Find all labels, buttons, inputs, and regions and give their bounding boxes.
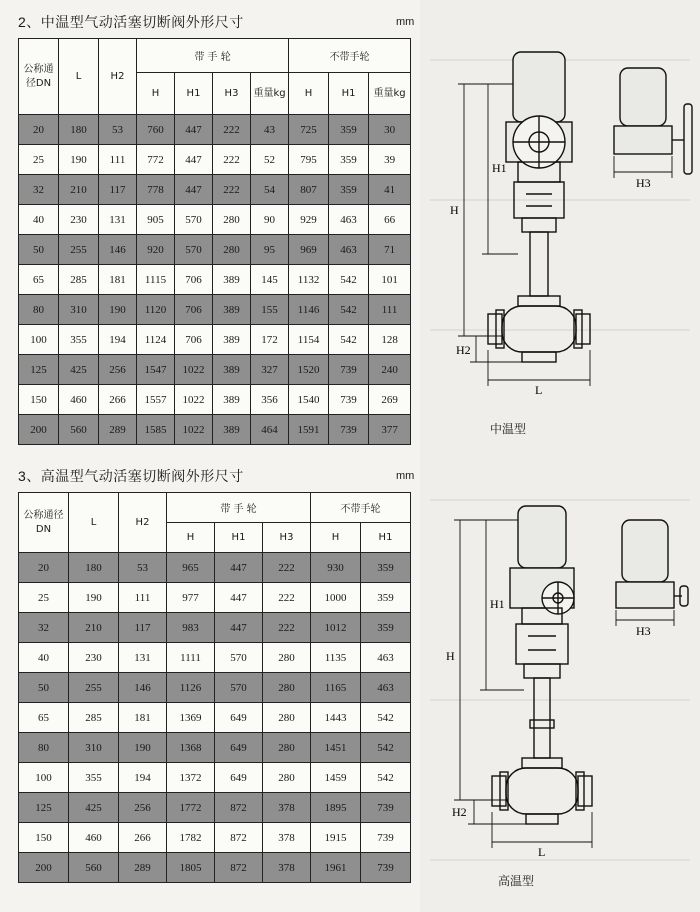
table-row: [19, 613, 411, 643]
table-cell: 327: [251, 355, 289, 385]
table-cell: 145: [251, 265, 289, 295]
table-cell: 194: [119, 763, 167, 793]
header-H1-no-wheel: H1: [361, 523, 411, 553]
table-cell: 425: [59, 355, 99, 385]
table-cell: 359: [329, 145, 369, 175]
table-cell: 1915: [311, 823, 361, 853]
table-cell: 111: [99, 145, 137, 175]
table-cell: 542: [329, 295, 369, 325]
table-cell: 1451: [311, 733, 361, 763]
table-cell: 100: [19, 763, 69, 793]
table-cell: 222: [213, 115, 251, 145]
header-L: L: [69, 493, 119, 553]
table-cell: 280: [213, 205, 251, 235]
table-cell: 965: [167, 553, 215, 583]
table-cell: 285: [59, 265, 99, 295]
table-cell: 706: [175, 295, 213, 325]
table-cell: 570: [175, 235, 213, 265]
table-cell: 649: [215, 733, 263, 763]
header-H1-no-wheel: H1: [329, 73, 369, 115]
table-cell: 1547: [137, 355, 175, 385]
table-cell: 739: [329, 355, 369, 385]
table-cell: 447: [175, 115, 213, 145]
table-cell: 760: [137, 115, 175, 145]
high-unit: mm: [396, 470, 415, 482]
table-cell: 570: [215, 673, 263, 703]
table-cell: 190: [69, 583, 119, 613]
table-cell: 41: [369, 175, 411, 205]
table-cell: 256: [119, 793, 167, 823]
table-cell: 1132: [289, 265, 329, 295]
table-cell: 181: [99, 265, 137, 295]
medium-dim-H: H: [450, 203, 459, 217]
table-cell: 230: [69, 643, 119, 673]
table-cell: 1772: [167, 793, 215, 823]
table-cell: 725: [289, 115, 329, 145]
table-row: [19, 115, 411, 145]
header-dn: 公称通径DN: [19, 493, 69, 553]
table-row: [19, 853, 411, 883]
table-cell: 289: [99, 415, 137, 445]
table-cell: 389: [213, 415, 251, 445]
table-row: [19, 703, 411, 733]
table-cell: 100: [19, 325, 59, 355]
table-cell: 1022: [175, 355, 213, 385]
table-cell: 1124: [137, 325, 175, 355]
table-cell: 285: [69, 703, 119, 733]
table-cell: 542: [361, 733, 411, 763]
table-cell: 1111: [167, 643, 215, 673]
header-H-no-wheel: H: [311, 523, 361, 553]
header-H: H: [167, 523, 215, 553]
table-cell: 131: [119, 643, 167, 673]
medium-dim-H1: H1: [492, 161, 507, 175]
table-cell: 200: [19, 415, 59, 445]
table-cell: 378: [263, 793, 311, 823]
header-weight-no-wheel: 重量kg: [369, 73, 411, 115]
table-cell: 280: [263, 673, 311, 703]
table-cell: 359: [361, 553, 411, 583]
medium-dim-H3: H3: [636, 176, 651, 190]
table-cell: 447: [215, 583, 263, 613]
table-cell: 542: [329, 325, 369, 355]
table-cell: 180: [69, 553, 119, 583]
table-cell: 266: [119, 823, 167, 853]
table-cell: 1459: [311, 763, 361, 793]
table-cell: 20: [19, 115, 59, 145]
table-cell: 230: [59, 205, 99, 235]
table-cell: 378: [263, 853, 311, 883]
table-cell: 739: [361, 853, 411, 883]
table-cell: 256: [99, 355, 137, 385]
table-cell: 872: [215, 793, 263, 823]
table-cell: 570: [215, 643, 263, 673]
table-row: [19, 295, 411, 325]
table-cell: 1557: [137, 385, 175, 415]
table-cell: 1782: [167, 823, 215, 853]
medium-valve-drawing: [418, 44, 700, 444]
table-cell: 25: [19, 145, 59, 175]
table-row: [19, 643, 411, 673]
header-H2: H2: [99, 39, 137, 115]
table-cell: 739: [329, 415, 369, 445]
table-cell: 40: [19, 205, 59, 235]
table-cell: 240: [369, 355, 411, 385]
table-cell: 355: [59, 325, 99, 355]
medium-dim-L: L: [535, 383, 543, 397]
table-cell: 930: [311, 553, 361, 583]
table-cell: 977: [167, 583, 215, 613]
high-section-title: 3、高温型气动活塞切断阀外形尺寸: [18, 468, 244, 484]
table-cell: 1115: [137, 265, 175, 295]
table-row: [19, 763, 411, 793]
table-cell: 39: [369, 145, 411, 175]
table-cell: 905: [137, 205, 175, 235]
table-cell: 807: [289, 175, 329, 205]
high-dim-H2: H2: [452, 805, 467, 819]
table-cell: 54: [251, 175, 289, 205]
table-cell: 1961: [311, 853, 361, 883]
header-without-wheel: 不带手轮: [311, 493, 411, 523]
table-cell: 1368: [167, 733, 215, 763]
table-row: [19, 325, 411, 355]
table-cell: 40: [19, 643, 69, 673]
table-cell: 920: [137, 235, 175, 265]
table-cell: 463: [361, 643, 411, 673]
table-cell: 255: [59, 235, 99, 265]
table-row: [19, 265, 411, 295]
table-cell: 65: [19, 265, 59, 295]
table-cell: 359: [329, 175, 369, 205]
header-H1: H1: [175, 73, 213, 115]
header-H-no-wheel: H: [289, 73, 329, 115]
table-cell: 90: [251, 205, 289, 235]
header-dn: 公称通径DN: [19, 39, 59, 115]
header-H1: H1: [215, 523, 263, 553]
table-row: [19, 235, 411, 265]
table-cell: 111: [369, 295, 411, 325]
table-cell: 128: [369, 325, 411, 355]
table-cell: 649: [215, 703, 263, 733]
table-row: [19, 175, 411, 205]
table-cell: 389: [213, 325, 251, 355]
table-cell: 356: [251, 385, 289, 415]
high-dim-H3: H3: [636, 624, 651, 638]
table-cell: 269: [369, 385, 411, 415]
table-cell: 190: [119, 733, 167, 763]
table-cell: 359: [361, 583, 411, 613]
table-cell: 872: [215, 823, 263, 853]
table-cell: 359: [361, 613, 411, 643]
table-row: [19, 145, 411, 175]
table-cell: 983: [167, 613, 215, 643]
table-cell: 194: [99, 325, 137, 355]
table-cell: 778: [137, 175, 175, 205]
table-cell: 280: [263, 703, 311, 733]
table-cell: 463: [329, 205, 369, 235]
table-cell: 378: [263, 823, 311, 853]
table-cell: 1120: [137, 295, 175, 325]
table-cell: 464: [251, 415, 289, 445]
table-cell: 1585: [137, 415, 175, 445]
table-cell: 280: [263, 733, 311, 763]
table-cell: 969: [289, 235, 329, 265]
table-cell: 460: [59, 385, 99, 415]
table-cell: 222: [213, 145, 251, 175]
table-cell: 560: [59, 415, 99, 445]
header-L: L: [59, 39, 99, 115]
table-cell: 125: [19, 355, 59, 385]
table-cell: 32: [19, 175, 59, 205]
table-cell: 425: [69, 793, 119, 823]
table-cell: 150: [19, 385, 59, 415]
table-cell: 210: [69, 613, 119, 643]
table-cell: 1443: [311, 703, 361, 733]
table-cell: 20: [19, 553, 69, 583]
table-cell: 66: [369, 205, 411, 235]
header-weight: 重量kg: [251, 73, 289, 115]
table-cell: 117: [99, 175, 137, 205]
header-H3: H3: [213, 73, 251, 115]
table-cell: 389: [213, 385, 251, 415]
high-table-body: [19, 553, 411, 883]
table-cell: 929: [289, 205, 329, 235]
medium-table-body: [19, 115, 411, 445]
table-cell: 447: [215, 613, 263, 643]
table-cell: 1895: [311, 793, 361, 823]
table-cell: 280: [263, 763, 311, 793]
table-cell: 389: [213, 355, 251, 385]
table-row: [19, 205, 411, 235]
table-cell: 266: [99, 385, 137, 415]
high-dim-H: H: [446, 649, 455, 663]
table-cell: 872: [215, 853, 263, 883]
header-H: H: [137, 73, 175, 115]
table-cell: 706: [175, 325, 213, 355]
table-cell: 389: [213, 295, 251, 325]
table-cell: 222: [263, 613, 311, 643]
table-cell: 447: [175, 145, 213, 175]
table-cell: 1000: [311, 583, 361, 613]
high-dim-L: L: [538, 845, 546, 859]
table-cell: 131: [99, 205, 137, 235]
table-cell: 50: [19, 673, 69, 703]
table-cell: 222: [263, 583, 311, 613]
table-cell: 190: [59, 145, 99, 175]
high-dimension-table: [18, 492, 411, 883]
table-cell: 150: [19, 823, 69, 853]
high-valve-drawing: [418, 500, 700, 880]
table-cell: 65: [19, 703, 69, 733]
table-cell: 1372: [167, 763, 215, 793]
table-cell: 570: [175, 205, 213, 235]
table-row: [19, 793, 411, 823]
medium-section-title: 2、中温型气动活塞切断阀外形尺寸: [18, 14, 244, 30]
header-H3: H3: [263, 523, 311, 553]
table-cell: 1154: [289, 325, 329, 355]
table-cell: 463: [329, 235, 369, 265]
header-without-wheel: 不带手轮: [289, 39, 411, 73]
table-cell: 310: [59, 295, 99, 325]
table-cell: 30: [369, 115, 411, 145]
table-cell: 222: [213, 175, 251, 205]
table-cell: 146: [99, 235, 137, 265]
table-cell: 389: [213, 265, 251, 295]
table-cell: 80: [19, 733, 69, 763]
table-cell: 80: [19, 295, 59, 325]
high-dim-H1: H1: [490, 597, 505, 611]
table-cell: 355: [69, 763, 119, 793]
table-row: [19, 733, 411, 763]
table-cell: 447: [175, 175, 213, 205]
table-cell: 460: [69, 823, 119, 853]
table-cell: 795: [289, 145, 329, 175]
table-cell: 95: [251, 235, 289, 265]
table-row: [19, 415, 411, 445]
table-cell: 289: [119, 853, 167, 883]
table-cell: 447: [215, 553, 263, 583]
table-cell: 180: [59, 115, 99, 145]
table-cell: 111: [119, 583, 167, 613]
table-cell: 542: [329, 265, 369, 295]
table-cell: 1805: [167, 853, 215, 883]
table-cell: 1369: [167, 703, 215, 733]
table-cell: 739: [361, 793, 411, 823]
table-cell: 772: [137, 145, 175, 175]
header-with-wheel: 带 手 轮: [137, 39, 289, 73]
table-cell: 117: [119, 613, 167, 643]
table-cell: 222: [263, 553, 311, 583]
table-cell: 155: [251, 295, 289, 325]
table-cell: 25: [19, 583, 69, 613]
medium-diagram-caption: 中温型: [490, 422, 527, 436]
medium-dim-H2: H2: [456, 343, 471, 357]
table-row: [19, 553, 411, 583]
table-cell: 101: [369, 265, 411, 295]
table-cell: 1165: [311, 673, 361, 703]
header-with-wheel: 带 手 轮: [167, 493, 311, 523]
table-cell: 1146: [289, 295, 329, 325]
table-cell: 1520: [289, 355, 329, 385]
high-diagram-caption: 高温型: [498, 874, 535, 888]
table-cell: 1135: [311, 643, 361, 673]
table-cell: 280: [213, 235, 251, 265]
table-cell: 377: [369, 415, 411, 445]
table-cell: 52: [251, 145, 289, 175]
table-row: [19, 583, 411, 613]
header-H2: H2: [119, 493, 167, 553]
table-row: [19, 673, 411, 703]
table-cell: 310: [69, 733, 119, 763]
table-cell: 280: [263, 643, 311, 673]
table-cell: 172: [251, 325, 289, 355]
table-row: [19, 385, 411, 415]
medium-dimension-table: [18, 38, 411, 445]
table-row: [19, 355, 411, 385]
table-cell: 71: [369, 235, 411, 265]
table-cell: 359: [329, 115, 369, 145]
table-cell: 739: [329, 385, 369, 415]
table-cell: 463: [361, 673, 411, 703]
table-cell: 181: [119, 703, 167, 733]
table-cell: 53: [99, 115, 137, 145]
table-cell: 1012: [311, 613, 361, 643]
table-cell: 542: [361, 703, 411, 733]
table-cell: 53: [119, 553, 167, 583]
table-cell: 560: [69, 853, 119, 883]
table-row: [19, 823, 411, 853]
table-cell: 1022: [175, 385, 213, 415]
table-cell: 43: [251, 115, 289, 145]
table-cell: 1126: [167, 673, 215, 703]
table-cell: 200: [19, 853, 69, 883]
table-cell: 146: [119, 673, 167, 703]
table-cell: 542: [361, 763, 411, 793]
table-cell: 210: [59, 175, 99, 205]
table-cell: 706: [175, 265, 213, 295]
table-cell: 739: [361, 823, 411, 853]
medium-unit: mm: [396, 16, 415, 28]
table-cell: 190: [99, 295, 137, 325]
table-cell: 125: [19, 793, 69, 823]
table-cell: 255: [69, 673, 119, 703]
table-cell: 1591: [289, 415, 329, 445]
table-cell: 50: [19, 235, 59, 265]
table-cell: 649: [215, 763, 263, 793]
table-cell: 32: [19, 613, 69, 643]
table-cell: 1540: [289, 385, 329, 415]
table-cell: 1022: [175, 415, 213, 445]
